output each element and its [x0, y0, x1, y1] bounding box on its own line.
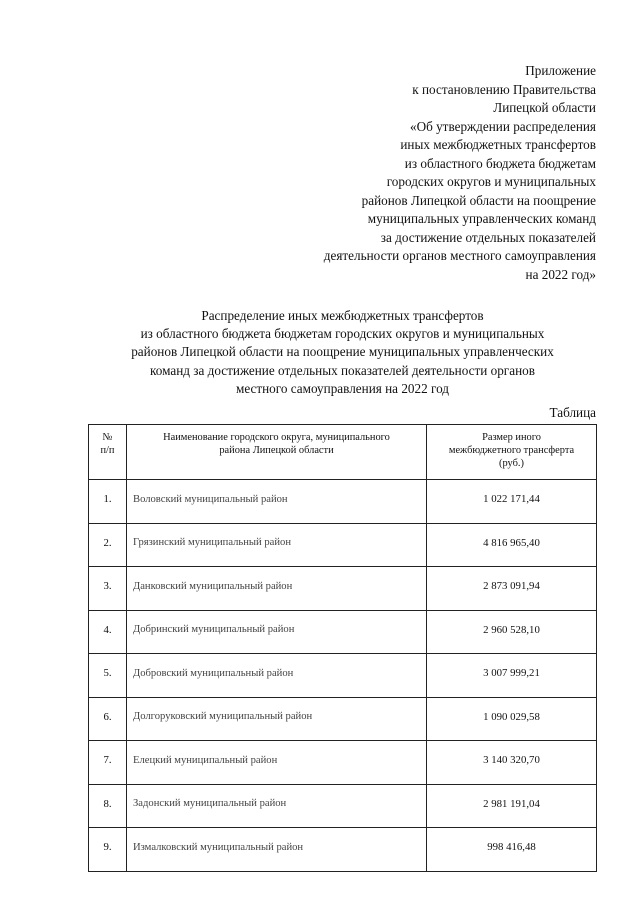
district-name: Задонский муниципальный район	[127, 784, 427, 828]
row-number: 2.	[89, 523, 127, 567]
title-line: районов Липецкой области на поощрение муниципальных управленческих	[131, 344, 554, 360]
appendix-line: Приложение	[525, 63, 596, 78]
transfer-amount: 2 981 191,04	[427, 784, 597, 828]
appendix-line: за достижение отдельных показателей	[380, 229, 596, 245]
row-number: 7.	[89, 741, 127, 785]
table-label: Таблица	[549, 405, 596, 420]
transfer-amount: 3 007 999,21	[427, 654, 597, 698]
row-number: 1.	[89, 480, 127, 524]
table-row	[89, 523, 597, 567]
district-name: Долгоруковский муниципальный район	[127, 697, 427, 741]
row-number: 3.	[89, 567, 127, 611]
title-line: из областного бюджета бюджетам городских округов и муниципальных	[140, 326, 545, 342]
title-line: Распределение иных межбюджетных трансфертов	[201, 308, 484, 323]
appendix-line: из областного бюджета бюджетам	[404, 155, 596, 171]
title-line: местного самоуправления на 2022 год	[235, 380, 449, 396]
district-name: Елецкий муниципальный район	[127, 741, 427, 785]
district-name: Воловский муниципальный район	[127, 480, 427, 524]
table-row	[89, 480, 597, 524]
transfer-amount: 2 960 528,10	[427, 610, 597, 654]
table-row	[89, 654, 597, 698]
appendix-header	[216, 62, 596, 284]
table-row	[89, 828, 597, 872]
transfer-amount: 2 873 091,94	[427, 567, 597, 611]
header-name: Наименование городского округа, муниципального района Липецкой области	[127, 425, 427, 480]
table-row	[89, 610, 597, 654]
row-number: 6.	[89, 697, 127, 741]
appendix-line: муниципальных управленческих команд	[367, 211, 596, 226]
transfer-amount: 4 816 965,40	[427, 523, 597, 567]
header-amount: Размер иного межбюджетного трансферта (руб.)	[427, 425, 597, 480]
table-row	[89, 697, 597, 741]
appendix-line: районов Липецкой области на поощрение	[361, 192, 596, 208]
appendix-line: иных межбюджетных трансфертов	[400, 137, 596, 152]
table-header-row	[89, 425, 597, 480]
appendix-line: деятельности органов местного самоуправления	[323, 248, 596, 263]
transfer-amount: 998 416,48	[427, 828, 597, 872]
appendix-line: на 2022 год»	[525, 266, 596, 282]
district-name: Добринский муниципальный район	[127, 610, 427, 654]
title-line: команд за достижение отдельных показателей деятельности органов	[150, 362, 535, 378]
appendix-line: к постановлению Правительства	[412, 81, 596, 97]
table-row	[89, 784, 597, 828]
row-number: 8.	[89, 784, 127, 828]
transfer-amount: 1 090 029,58	[427, 697, 597, 741]
table-row	[89, 567, 597, 611]
header-num: № п/п	[89, 425, 127, 480]
row-number: 4.	[89, 610, 127, 654]
table-row	[89, 741, 597, 785]
row-number: 5.	[89, 654, 127, 698]
appendix-line: «Об утверждении распределения	[409, 118, 596, 134]
appendix-line: Липецкой области	[493, 100, 596, 115]
transfers-table	[88, 424, 597, 872]
appendix-line: городских округов и муниципальных	[386, 174, 596, 189]
row-number: 9.	[89, 828, 127, 872]
district-name: Данковский муниципальный район	[127, 567, 427, 611]
document-title	[90, 307, 595, 398]
district-name: Грязинский муниципальный район	[127, 523, 427, 567]
district-name: Измалковский муниципальный район	[127, 828, 427, 872]
district-name: Добровский муниципальный район	[127, 654, 427, 698]
transfer-amount: 1 022 171,44	[427, 480, 597, 524]
transfer-amount: 3 140 320,70	[427, 741, 597, 785]
